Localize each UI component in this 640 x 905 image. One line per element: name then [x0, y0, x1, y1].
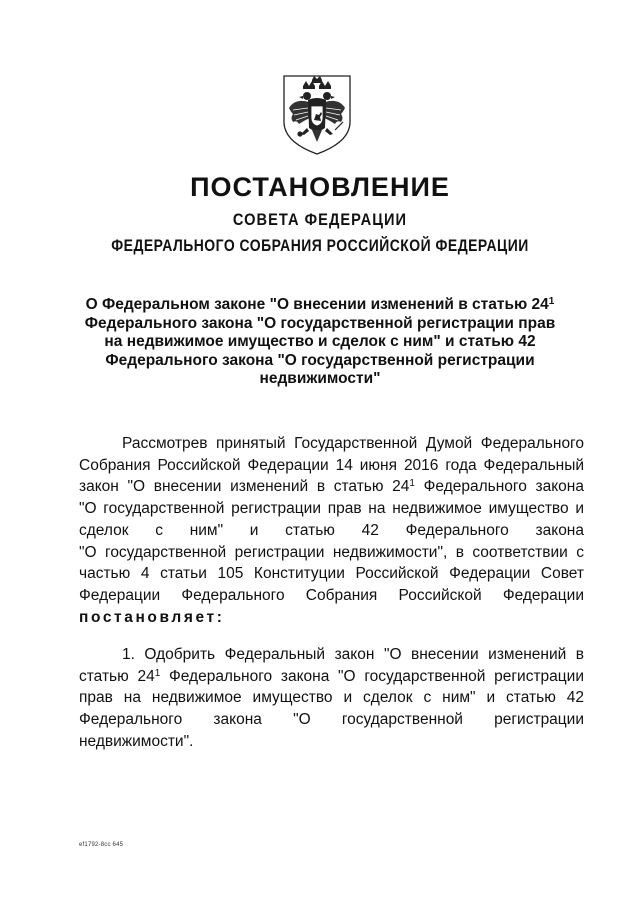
superscript: 1	[548, 296, 555, 307]
coat-of-arms-emblem-icon	[279, 72, 355, 156]
resolves-word: постановляет:	[79, 608, 225, 626]
text-line: частью 4 статьи 105 Конституции Российской Федерации Совет	[79, 565, 584, 583]
subject-line: на недвижимое имущество и сделок с ним" и статью 42	[104, 333, 536, 350]
text-line: "О государственной регистрации недвижимости", в соответствии с	[79, 543, 584, 561]
resolution-item-1	[79, 644, 584, 753]
text-line: Рассмотрев принятый Государственной Думой Федерального	[122, 435, 584, 452]
subject-line: Федерального закона "О государственной регистрации	[105, 351, 535, 369]
issuer-line-2: ФЕДЕРАЛЬНОГО СОБРАНИЯ РОССИЙСКОЙ ФЕДЕРАЦИИ	[111, 236, 529, 255]
text-line: недвижимости".	[79, 732, 194, 750]
issuer-line-1: СОВЕТА ФЕДЕРАЦИИ	[232, 210, 408, 229]
text-line: Собрания Российской Федерации 14 июня 2016 года Федеральный	[79, 456, 584, 474]
superscript: 1	[409, 478, 415, 490]
text-line: сделок с ним" и статью 42 Федерального закона	[79, 521, 584, 539]
text-line: Федерального закона "О государственной регистрации	[79, 711, 584, 729]
text-line: закон "О внесении изменений в статью $24^1$ Федерального закона	[79, 478, 584, 496]
subject-line: О Федеральном законе "О внесении изменений в статью $24^1$	[85, 296, 555, 313]
resolution-subject	[80, 296, 560, 389]
text-line: "О государственной регистрации прав на недвижимое имущество и	[79, 500, 584, 518]
subject-line: Федерального закона "О государственной регистрации прав	[84, 314, 556, 332]
subject-line: недвижимости"	[259, 370, 381, 387]
preamble-paragraph	[79, 433, 584, 628]
text-line: 1. Одобрить Федеральный закон "О внесении изменений в	[122, 646, 584, 663]
footer-document-code: ef1792-8cc 645	[79, 842, 124, 848]
text-line: статью $24^1$ Федерального закона "О государственной регистрации	[79, 667, 584, 685]
document-title: ПОСТАНОВЛЕНИЕ	[190, 172, 450, 202]
text-line: Федерации Федерального Собрания Российской Федерации	[79, 586, 584, 604]
text-line: прав на недвижимое имущество и сделок с ним" и статью 42	[79, 689, 584, 707]
superscript: 1	[154, 667, 161, 679]
